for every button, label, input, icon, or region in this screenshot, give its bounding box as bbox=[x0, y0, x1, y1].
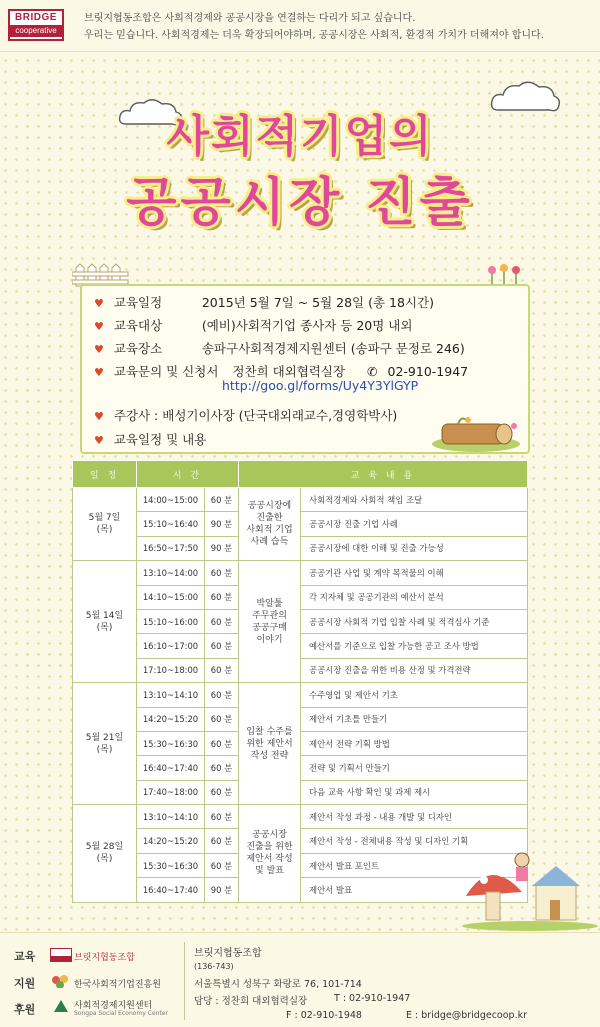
table-row bbox=[73, 512, 528, 536]
schedule-desc-cell: 공공시장 사회적 기업 입찰 사례 및 적격심사 기준 bbox=[301, 609, 528, 633]
heart-icon: ♥ bbox=[94, 297, 104, 310]
table-row bbox=[73, 780, 528, 804]
info-contact-label: 교육문의 및 신청서 bbox=[113, 364, 219, 379]
schedule-desc-cell: 제안서 발표 포인트 bbox=[301, 853, 528, 877]
schedule-desc-cell: 제안서 발표 bbox=[301, 878, 528, 902]
schedule-time-cell: 17:40~18:00 bbox=[137, 780, 205, 804]
schedule-topic-cell: 입찰 수주를 위한 제안서 작성 전략 bbox=[239, 683, 301, 805]
intro-text bbox=[84, 10, 544, 44]
schedule-time-cell: 15:30~16:30 bbox=[137, 853, 205, 877]
schedule-duration-cell: 90 분 bbox=[205, 512, 239, 536]
info-target bbox=[94, 316, 412, 334]
schedule-duration-cell: 60 분 bbox=[205, 488, 239, 512]
schedule-time-cell: 15:10~16:40 bbox=[137, 512, 205, 536]
schedule-duration-cell: 60 분 bbox=[205, 683, 239, 707]
info-place-label: 교육장소 bbox=[113, 341, 163, 356]
info-contact-person: 정찬희 대외협력실장 bbox=[232, 364, 346, 379]
title-line-2: 공공시장 진출 bbox=[126, 173, 474, 233]
schedule-desc-cell: 제안서 작성 - 전체내용 작성 및 디자인 기획 bbox=[301, 829, 528, 853]
schedule-time-cell: 13:10~14:10 bbox=[137, 805, 205, 829]
schedule-duration-cell: 60 분 bbox=[205, 731, 239, 755]
info-place-value: 송파구사회적경제지원센터 (송파구 문정로 246) bbox=[201, 341, 465, 356]
footer-support-org: 한국사회적기업진흥원 bbox=[74, 980, 161, 990]
footer-email: E : bridge@bridgecoop.kr bbox=[406, 1010, 528, 1021]
schedule-duration-cell: 60 분 bbox=[205, 561, 239, 585]
bridge-mini-logo-icon bbox=[50, 948, 72, 962]
application-form-link[interactable]: http://goo.gl/forms/Uy4Y3YlGYP bbox=[222, 378, 419, 393]
footer-edu-org: 브릿지협동조합 bbox=[74, 953, 135, 963]
schedule-time-cell: 14:20~15:20 bbox=[137, 707, 205, 731]
footer-zip: (136-743) bbox=[194, 962, 234, 971]
schedule-desc-cell: 제안서 작성 과정 - 내용 개발 및 디자인 bbox=[301, 805, 528, 829]
table-row bbox=[73, 536, 528, 560]
table-row bbox=[73, 805, 528, 829]
schedule-desc-cell: 제안서 기초틀 만들기 bbox=[301, 707, 528, 731]
songpa-logo-icon bbox=[50, 998, 72, 1012]
schedule-duration-cell: 60 분 bbox=[205, 585, 239, 609]
schedule-time-cell: 15:30~16:30 bbox=[137, 731, 205, 755]
table-row bbox=[73, 585, 528, 609]
footer-sponsor-label: 후원 bbox=[14, 1003, 36, 1016]
info-lecturer-text: 주강사 : 배성기이사장 (단국대외래교수,경영학박사) bbox=[113, 408, 398, 423]
schedule-duration-cell: 60 분 bbox=[205, 780, 239, 804]
info-lecturer bbox=[94, 406, 397, 424]
kids-mushroom-illustration bbox=[460, 836, 600, 932]
heart-icon: ♥ bbox=[94, 343, 104, 356]
schedule-date-cell: 5월 7일 (목) bbox=[73, 488, 137, 561]
schedule-desc-cell: 공공시장 진출을 위한 비용 산정 및 가격전략 bbox=[301, 658, 528, 682]
schedule-duration-cell: 90 분 bbox=[205, 536, 239, 560]
schedule-desc-cell: 전략 및 기획서 만들기 bbox=[301, 756, 528, 780]
schedule-duration-cell: 60 분 bbox=[205, 756, 239, 780]
intro-line-2: 우리는 믿습니다. 사회적경제는 더욱 확장되어야하며, 공공시장은 사회적, 환경적 가치가 더해져야 합니다. bbox=[84, 30, 544, 41]
schedule-duration-cell: 60 분 bbox=[205, 805, 239, 829]
footer-support-label: 지원 bbox=[14, 977, 36, 990]
schedule-desc-cell: 수주영업 및 제안서 기초 bbox=[301, 683, 528, 707]
footer-divider bbox=[184, 942, 185, 1020]
info-contact-phone: 02-910-1947 bbox=[387, 364, 469, 379]
footer-org-name: 브릿지협동조합 bbox=[194, 948, 262, 959]
schedule-duration-cell: 60 분 bbox=[205, 658, 239, 682]
logo-bottom-text: cooperative bbox=[10, 25, 62, 37]
footer-address: 서울특별시 성북구 화랑로 76, 101-714 bbox=[194, 979, 362, 990]
schedule-time-cell: 13:10~14:00 bbox=[137, 561, 205, 585]
schedule-desc-cell: 공공시장에 대한 이해 및 진출 가능성 bbox=[301, 536, 528, 560]
schedule-time-cell: 15:10~16:00 bbox=[137, 609, 205, 633]
schedule-desc-cell: 공공기관 사업 및 계약 목적물의 이해 bbox=[301, 561, 528, 585]
schedule-time-cell: 16:40~17:40 bbox=[137, 756, 205, 780]
header-content: 교 육 내 용 bbox=[239, 461, 528, 488]
schedule-date-cell: 5월 21일 (목) bbox=[73, 683, 137, 805]
schedule-time-cell: 16:50~17:50 bbox=[137, 536, 205, 560]
table-row bbox=[73, 634, 528, 658]
header-time: 시 간 bbox=[137, 461, 239, 488]
schedule-duration-cell: 60 분 bbox=[205, 634, 239, 658]
logo-top-text: BRIDGE bbox=[15, 12, 57, 23]
info-detail bbox=[94, 430, 206, 448]
table-row bbox=[73, 658, 528, 682]
schedule-time-cell: 14:20~15:20 bbox=[137, 829, 205, 853]
heart-icon: ♥ bbox=[94, 366, 104, 379]
table-row bbox=[73, 731, 528, 755]
schedule-topic-cell: 박알툴 주무관의 공공구매 이야기 bbox=[239, 561, 301, 683]
header-date: 일 정 bbox=[73, 461, 137, 488]
schedule-topic-cell: 공공시장에 진출한 사회적 기업 사례 습득 bbox=[239, 488, 301, 561]
heart-icon: ♥ bbox=[94, 320, 104, 333]
schedule-duration-cell: 60 분 bbox=[205, 707, 239, 731]
schedule-desc-cell: 예산서를 기준으로 입찰 가능한 공고 조사 방법 bbox=[301, 634, 528, 658]
flowers-icon bbox=[484, 264, 524, 286]
footer-contact: 담당 : 정찬희 대외협력실장 bbox=[194, 996, 308, 1007]
table-header-row bbox=[73, 461, 528, 488]
table-row bbox=[73, 488, 528, 512]
schedule-duration-cell: 60 분 bbox=[205, 853, 239, 877]
heart-icon: ♥ bbox=[94, 410, 104, 423]
schedule-duration-cell: 60 분 bbox=[205, 829, 239, 853]
info-detail-text: 교육일정 및 내용 bbox=[113, 432, 207, 447]
schedule-time-cell: 13:10~14:10 bbox=[137, 683, 205, 707]
phone-icon: ✆ bbox=[367, 364, 378, 379]
schedule-time-cell: 14:10~15:00 bbox=[137, 585, 205, 609]
table-row bbox=[73, 609, 528, 633]
info-schedule bbox=[94, 293, 434, 311]
schedule-date-cell: 5월 14일 (목) bbox=[73, 561, 137, 683]
table-row bbox=[73, 683, 528, 707]
schedule-time-cell: 16:10~17:00 bbox=[137, 634, 205, 658]
table-row bbox=[73, 707, 528, 731]
footer-tel: T : 02-910-1947 bbox=[334, 993, 411, 1004]
intro-line-1: 브릿지협동조합은 사회적경제와 공공시장을 연결하는 다리가 되고 싶습니다. bbox=[84, 13, 416, 24]
table-row bbox=[73, 561, 528, 585]
schedule-desc-cell: 사회적경제와 사회적 책임 조달 bbox=[301, 488, 528, 512]
schedule-desc-cell: 각 지자체 및 공공기관의 예산서 분석 bbox=[301, 585, 528, 609]
schedule-desc-cell: 다음 교육 사항 확인 및 과제 제시 bbox=[301, 780, 528, 804]
info-target-label: 교육대상 bbox=[113, 318, 163, 333]
schedule-duration-cell: 90 분 bbox=[205, 878, 239, 902]
info-place bbox=[94, 339, 465, 357]
footer-edu-label: 교육 bbox=[14, 950, 36, 963]
bridge-logo bbox=[8, 9, 64, 41]
footer-sponsor-sub: Songpa Social Economy Center bbox=[74, 1010, 168, 1017]
schedule-time-cell: 17:10~18:00 bbox=[137, 658, 205, 682]
schedule-desc-cell: 공공시장 진출 기업 사례 bbox=[301, 512, 528, 536]
schedule-time-cell: 14:00~15:00 bbox=[137, 488, 205, 512]
kosea-logo-icon bbox=[50, 974, 72, 988]
schedule-desc-cell: 제안서 전략 기획 방법 bbox=[301, 731, 528, 755]
heart-icon: ♥ bbox=[94, 434, 104, 447]
table-row bbox=[73, 756, 528, 780]
schedule-duration-cell: 60 분 bbox=[205, 609, 239, 633]
schedule-topic-cell: 공공시장 진출을 위한 제안서 작성 및 발표 bbox=[239, 805, 301, 903]
info-schedule-label: 교육일정 bbox=[113, 295, 163, 310]
header-bar bbox=[0, 0, 600, 52]
info-schedule-value: 2015년 5월 7일 ~ 5월 28일 (총 18시간) bbox=[201, 295, 434, 310]
footer-fax: F : 02-910-1948 bbox=[286, 1010, 362, 1021]
info-target-value: (예비)사회적기업 종사자 등 20명 내외 bbox=[201, 318, 413, 333]
schedule-date-cell: 5월 28일 (목) bbox=[73, 805, 137, 903]
title-line-1: 사회적기업의 bbox=[166, 111, 434, 162]
schedule-time-cell: 16:40~17:40 bbox=[137, 878, 205, 902]
tree-stump-icon bbox=[428, 414, 524, 454]
footer-sponsor-org: 사회적경제지원센터 bbox=[74, 1001, 153, 1011]
